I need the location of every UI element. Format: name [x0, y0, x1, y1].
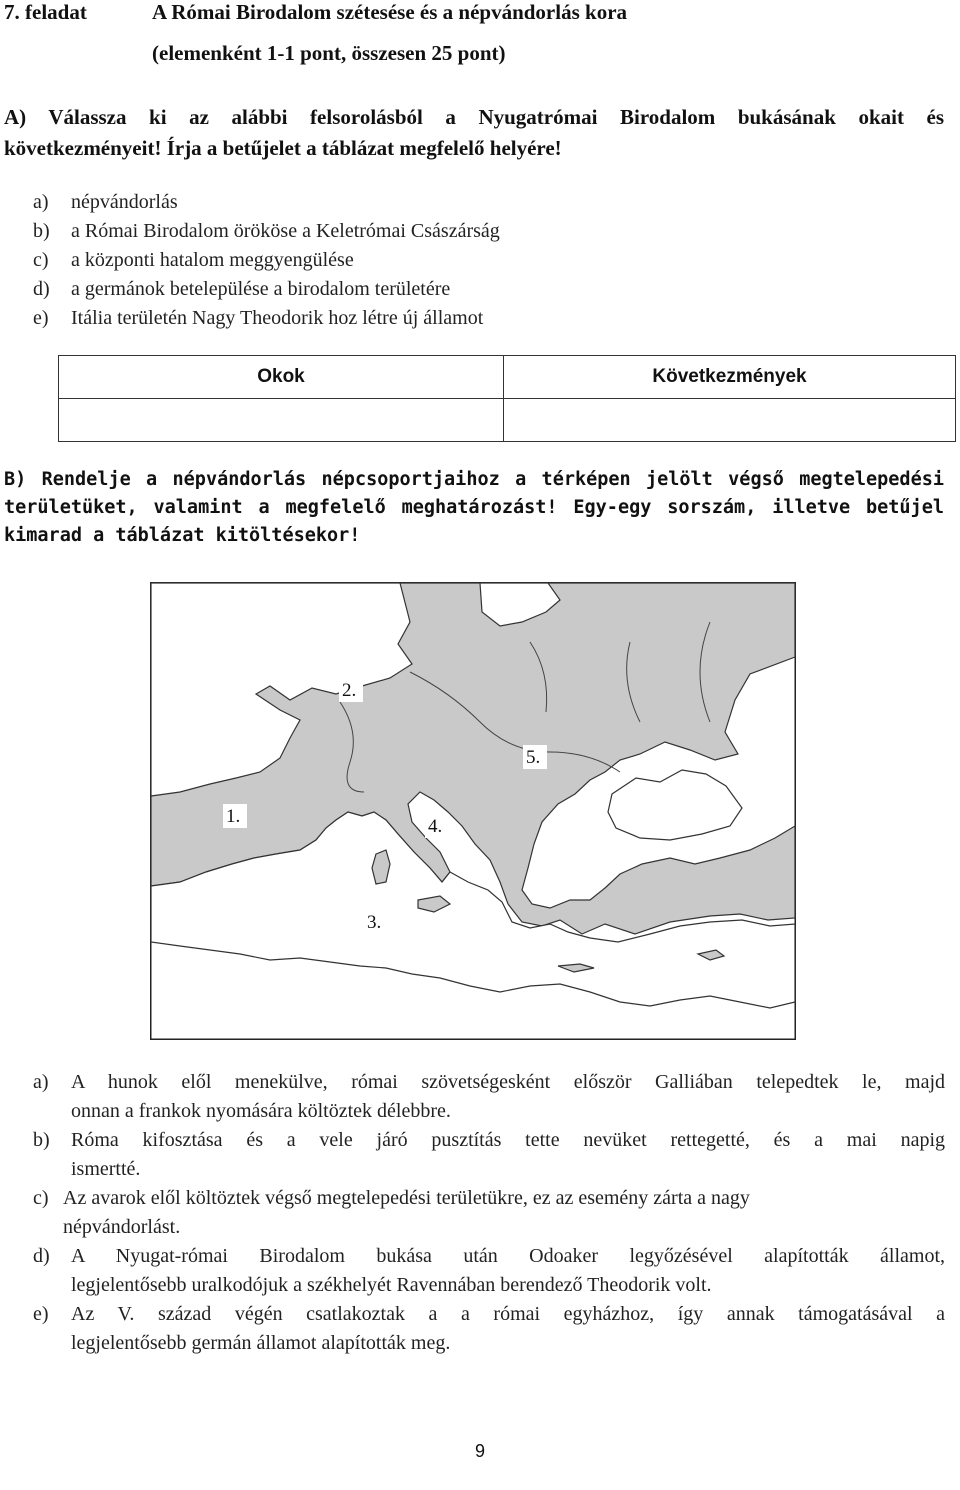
column-header-consequences: Következmények [504, 356, 956, 399]
definition-letter: e) [33, 1303, 49, 1325]
definition-line1: Az V. század végén csatlakoztak a a római egyházhoz, így annak támogatásával a [71, 1303, 945, 1325]
definition-item [33, 1300, 945, 1358]
section-b-instruction [4, 466, 944, 550]
task-title: A Római Birodalom szétesése és a népvándorlás kora [152, 0, 628, 24]
section-b-definitions [33, 1068, 945, 1358]
section-b-instruction-line2: területüket, valamint a megfelelő meghatározást! Egy-egy sorszám, illetve betűjel [4, 497, 944, 518]
answer-table-header-row [59, 356, 956, 399]
map-label-4: 4. [428, 816, 443, 837]
option-item [33, 275, 500, 304]
option-text: a Római Birodalom örököse a Keletrómai Császárság [71, 220, 500, 242]
definition-line2: népvándorlást. [63, 1216, 181, 1238]
section-b-instruction-line1: B) Rendelje a népvándorlás népcsoportjaihoz a térképen jelölt végső megtelepedési [4, 469, 944, 490]
definition-line1: Az avarok elől költöztek végső megtelepedési területükre, ez az esemény zárta a nagy [63, 1187, 750, 1209]
answer-table [58, 355, 956, 442]
definition-line1: Róma kifosztása és a vele járó pusztítás tette nevüket rettegetté, és a mai napig [71, 1129, 945, 1151]
definition-item [33, 1184, 945, 1242]
definition-line2: onnan a frankok nyomására költöztek délebbre. [71, 1100, 451, 1122]
option-letter: b) [33, 220, 50, 242]
option-item [33, 217, 500, 246]
option-item [33, 304, 500, 333]
definition-line2: legjelentősebb uralkodójuk a székhelyét Ravennában berendező Theodorik volt. [71, 1274, 712, 1296]
definition-item [33, 1242, 945, 1300]
definition-line2: ismertté. [71, 1158, 141, 1180]
section-a-options [33, 188, 500, 333]
option-item [33, 246, 500, 275]
section-a-instruction-line1: A) Válassza ki az alábbi felsorolásból a Nyugatrómai Birodalom bukásának okait és [4, 105, 944, 129]
section-a-instruction [4, 102, 944, 164]
column-header-causes: Okok [59, 356, 504, 399]
task-number: 7. feladat [4, 0, 87, 24]
option-text: népvándorlás [71, 191, 178, 213]
option-letter: a) [33, 191, 49, 213]
europe-map [150, 582, 796, 1040]
option-item [33, 188, 500, 217]
option-letter: c) [33, 249, 49, 271]
definition-line1: A Nyugat-római Birodalom bukása után Odoaker legyőzésével alapították államot, [71, 1245, 945, 1267]
map-label-1: 1. [226, 806, 241, 827]
option-text: a germánok betelepülése a birodalom területére [71, 278, 451, 300]
definition-letter: b) [33, 1129, 50, 1151]
definition-letter: d) [33, 1245, 50, 1267]
section-b-instruction-line3: kimarad a táblázat kitöltésekor! [4, 525, 361, 546]
answer-table-input-row [59, 399, 956, 442]
definition-item [33, 1126, 945, 1184]
consequences-answer-cell[interactable] [504, 399, 956, 442]
definition-letter: c) [33, 1187, 49, 1209]
option-text: Itália területén Nagy Theodorik hoz létre új államot [71, 307, 484, 329]
page-number: 9 [474, 1441, 485, 1461]
definition-item [33, 1068, 945, 1126]
causes-answer-cell[interactable] [59, 399, 504, 442]
definition-line1: A hunok elől menekülve, római szövetségesként először Galliában telepedtek le, majd [71, 1071, 945, 1093]
map-label-5: 5. [526, 747, 541, 768]
section-a-instruction-line2: következményeit! Írja a betűjelet a táblázat megfelelő helyére! [4, 136, 562, 160]
option-text: a központi hatalom meggyengülése [71, 249, 354, 271]
map-label-3: 3. [367, 912, 382, 933]
option-letter: d) [33, 278, 50, 300]
map-label-2: 2. [342, 680, 357, 701]
definition-letter: a) [33, 1071, 49, 1093]
task-points: (elemenként 1-1 pont, összesen 25 pont) [152, 41, 506, 65]
option-letter: e) [33, 307, 49, 329]
definition-line2: legjelentősebb germán államot alapították meg. [71, 1332, 451, 1354]
